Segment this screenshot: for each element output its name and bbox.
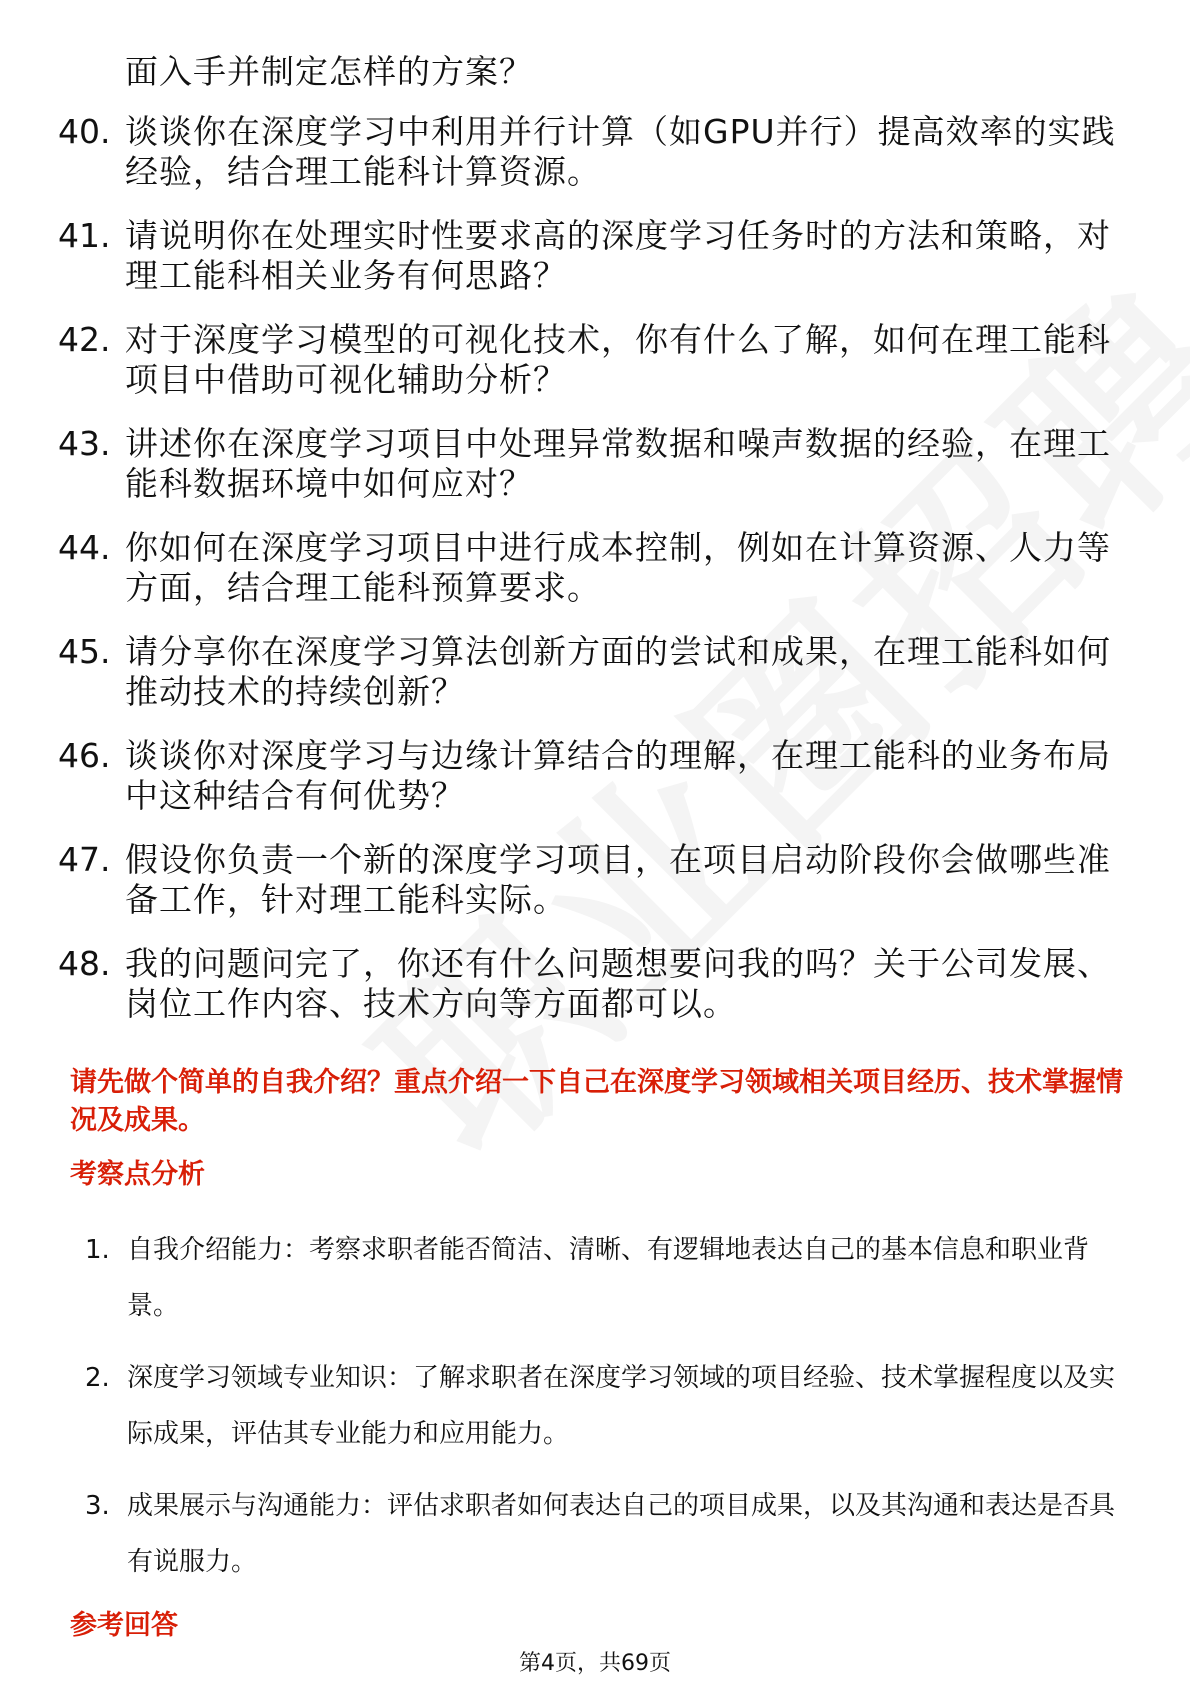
question-item	[58, 528, 1128, 608]
question-item	[58, 424, 1128, 504]
question-number: 47.	[58, 840, 111, 879]
question-item	[58, 216, 1128, 296]
question-item	[58, 840, 1128, 920]
page-number-footer: 第4页，共69页	[519, 1651, 671, 1676]
question-number: 45.	[58, 632, 111, 671]
analysis-text: 自我介绍能力：考察求职者能否简洁、清晰、有逻辑地表达自己的基本信息和职业背景。	[127, 1235, 1090, 1321]
lead-question-heading: 请先做个简单的自我介绍？重点介绍一下自己在深度学习领域相关项目经历、技术掌握情况及成果。	[70, 1067, 1123, 1136]
question-list	[58, 112, 1128, 1048]
question-number: 40.	[58, 112, 111, 151]
analysis-text: 成果展示与沟通能力：评估求职者如何表达自己的项目成果，以及其沟通和表达是否具有说服力。	[127, 1491, 1116, 1577]
question-number: 41.	[58, 216, 111, 255]
question-text: 我的问题问完了，你还有什么问题想要问我的吗？关于公司发展、岗位工作内容、技术方向等方面都可以。	[125, 944, 1111, 1023]
question-continuation: 面入手并制定怎样的方案？	[125, 52, 533, 91]
analysis-item	[85, 1350, 1135, 1462]
question-number: 44.	[58, 528, 111, 567]
analysis-text: 深度学习领域专业知识：了解求职者在深度学习领域的项目经验、技术掌握程度以及实际成果，评估其专业能力和应用能力。	[127, 1363, 1116, 1449]
question-text: 你如何在深度学习项目中进行成本控制，例如在计算资源、人力等方面，结合理工能科预算要求。	[125, 528, 1111, 607]
question-item	[58, 736, 1128, 816]
analysis-item	[85, 1478, 1135, 1590]
question-text: 谈谈你在深度学习中利用并行计算（如GPU并行）提高效率的实践经验，结合理工能科计算资源。	[125, 112, 1116, 191]
question-text: 假设你负责一个新的深度学习项目，在项目启动阶段你会做哪些准备工作，针对理工能科实际。	[125, 840, 1111, 919]
question-item	[58, 632, 1128, 712]
analysis-list	[85, 1222, 1135, 1606]
question-item	[58, 112, 1128, 192]
question-number: 43.	[58, 424, 111, 463]
question-item	[58, 944, 1128, 1024]
question-item	[58, 320, 1128, 400]
answer-heading: 参考回答	[70, 1610, 178, 1641]
analysis-number: 2.	[85, 1363, 110, 1393]
question-text: 讲述你在深度学习项目中处理异常数据和噪声数据的经验，在理工能科数据环境中如何应对？	[125, 424, 1111, 503]
question-text: 请说明你在处理实时性要求高的深度学习任务时的方法和策略，对理工能科相关业务有何思路？	[125, 216, 1111, 295]
question-text: 谈谈你对深度学习与边缘计算结合的理解，在理工能科的业务布局中这种结合有何优势？	[125, 736, 1111, 815]
question-text: 请分享你在深度学习算法创新方面的尝试和成果，在理工能科如何推动技术的持续创新？	[125, 632, 1111, 711]
analysis-item	[85, 1222, 1135, 1334]
question-text: 对于深度学习模型的可视化技术，你有什么了解，如何在理工能科项目中借助可视化辅助分析？	[125, 320, 1111, 399]
question-number: 42.	[58, 320, 111, 359]
analysis-number: 3.	[85, 1491, 110, 1521]
question-number: 48.	[58, 944, 111, 983]
analysis-number: 1.	[85, 1235, 110, 1265]
analysis-heading: 考察点分析	[70, 1159, 205, 1190]
question-number: 46.	[58, 736, 111, 775]
